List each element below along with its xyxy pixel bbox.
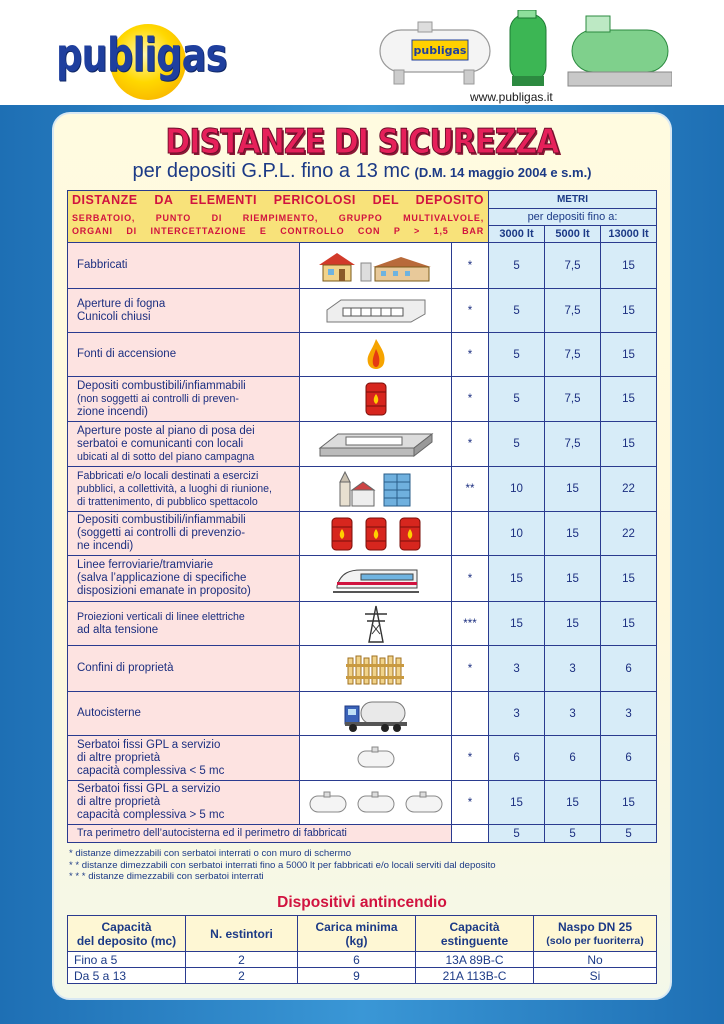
distance-value: 7,5 — [545, 333, 601, 377]
ext-cell: 9 — [298, 968, 416, 984]
section-title-antincendio: Dispositivi antincendio — [277, 894, 447, 911]
publigas-logo — [56, 18, 236, 103]
distance-value: 7,5 — [545, 289, 601, 333]
distance-value: 15 — [545, 602, 601, 646]
ext-header-naspo: Naspo DN 25 (solo per fuoriterra) — [534, 916, 657, 952]
extinguisher-table — [67, 915, 657, 984]
distance-value: 5 — [489, 289, 545, 333]
row-label-line: Fonti di accensione — [77, 348, 177, 360]
distance-value: 15 — [545, 512, 601, 556]
note-stars: ** — [452, 467, 489, 512]
row-label-line: ad alta tensione — [77, 623, 159, 636]
row-label-line: ne incendi) — [77, 540, 134, 552]
row-label-line: di altre proprietà — [77, 796, 161, 808]
row-label-line: Proiezioni verticali di linee elettriche — [77, 610, 245, 623]
row-label-line: Confini di proprietà — [77, 662, 174, 674]
distance-value: 10 — [489, 512, 545, 556]
row-label — [68, 781, 300, 825]
note-stars: * — [452, 646, 489, 692]
table-row — [68, 422, 657, 467]
distance-value: 15 — [601, 377, 657, 422]
ext-cell: Si — [534, 968, 657, 984]
note-stars: *** — [452, 602, 489, 646]
ext-cell: 13A 89B-C — [416, 952, 534, 968]
table-row — [68, 512, 657, 556]
distance-value: 5 — [489, 422, 545, 467]
barrels-icon — [300, 512, 452, 556]
row-label-line: Linee ferroviarie/tramviarie — [77, 559, 214, 571]
subtitle-reference: (D.M. 14 maggio 2004 e s.m.) — [414, 165, 592, 180]
distance-value: 3 — [545, 692, 601, 736]
row-label-line: disposizioni emanate in proposito) — [77, 585, 251, 597]
table-row — [68, 952, 657, 968]
tanks-group-icon — [300, 781, 452, 825]
row-label-line: (salva l’applicazione di specifiche — [77, 572, 247, 584]
page-title: DISTANZE DI SICUREZZA — [165, 122, 559, 162]
row-label-line: Cunicoli chiusi — [77, 310, 151, 323]
distance-value: 15 — [489, 602, 545, 646]
table-row — [68, 289, 657, 333]
note-stars: * — [452, 422, 489, 467]
distance-value: 6 — [601, 646, 657, 692]
row-label-line: Depositi combustibili/infiammabili — [77, 514, 246, 526]
row-label-line: Aperture di fogna — [77, 297, 166, 310]
distance-value: 15 — [545, 781, 601, 825]
public-buildings-icon — [300, 467, 452, 512]
distance-value: 15 — [545, 467, 601, 512]
table-row — [68, 968, 657, 984]
row-label-line: zione incendi) — [77, 405, 148, 418]
note-stars — [452, 512, 489, 556]
row-label-line: Fabbricati e/o locali destinati a esercizi — [77, 469, 259, 482]
row-label — [68, 825, 452, 843]
ext-header-extinguishing: Capacità estinguente — [416, 916, 534, 952]
distance-value: 15 — [601, 289, 657, 333]
note-stars: * — [452, 736, 489, 781]
row-label-line: pubblici, a collettività, a luoghi di riunione, — [77, 482, 272, 495]
row-label — [68, 377, 300, 422]
flame-icon — [300, 333, 452, 377]
note-stars — [452, 825, 489, 843]
distance-value: 15 — [489, 556, 545, 602]
sewer-icon — [300, 289, 452, 333]
ext-cell: 2 — [186, 952, 298, 968]
note-stars — [452, 692, 489, 736]
tank-brand-label: publigas — [413, 44, 467, 57]
distance-value: 15 — [601, 333, 657, 377]
row-label-line: Serbatoi fissi GPL a servizio — [77, 783, 221, 795]
fence-icon — [300, 646, 452, 692]
table-row — [68, 646, 657, 692]
gas-tanks-illustration — [372, 10, 672, 95]
green-vertical-tank-icon — [510, 10, 546, 86]
ext-cell: Da 5 a 13 — [68, 968, 186, 984]
table-header-metri: METRI — [489, 191, 657, 209]
row-label-line: capacità complessiva < 5 mc — [77, 764, 225, 777]
distance-value: 10 — [489, 467, 545, 512]
distance-value: 15 — [601, 243, 657, 289]
footnote: * * distanze dimezzabili con serbatoi interrati fino a 5000 lt per fabbricati e/o locali serviti dal deposito — [69, 859, 496, 871]
note-stars: * — [452, 333, 489, 377]
distance-value: 15 — [489, 781, 545, 825]
distance-value: 5 — [489, 333, 545, 377]
subtitle-main: per depositi G.P.L. fino a 13 mc — [132, 160, 411, 182]
ext-cell: 6 — [298, 952, 416, 968]
distance-value: 5 — [489, 243, 545, 289]
row-label-line: Autocisterne — [77, 707, 141, 719]
ext-header-capacity: Capacità del deposito (mc) — [68, 916, 186, 952]
distance-value: 5 — [601, 825, 657, 843]
distance-value: 6 — [545, 736, 601, 781]
distance-value: 22 — [601, 467, 657, 512]
row-label — [68, 646, 300, 692]
distance-value: 5 — [489, 825, 545, 843]
houses-icon — [300, 243, 452, 289]
row-label — [68, 467, 300, 512]
distance-value: 3 — [489, 692, 545, 736]
basement-icon — [300, 422, 452, 467]
note-stars: * — [452, 781, 489, 825]
table-row — [68, 736, 657, 781]
table-header-sub-line: ORGANI DI INTERCETTAZIONE E CONTROLLO CON P > 1,5 BAR — [72, 226, 485, 237]
row-label-line: di altre proprietà — [77, 751, 161, 764]
table-row — [68, 825, 657, 843]
row-label — [68, 422, 300, 467]
row-label-line: serbatoi e comunicanti con locali — [77, 437, 244, 450]
distance-value: 7,5 — [545, 422, 601, 467]
row-label-line: di trattenimento, di pubblico spettacolo — [77, 495, 258, 508]
table-row — [68, 333, 657, 377]
ext-cell: No — [534, 952, 657, 968]
row-label — [68, 692, 300, 736]
row-label — [68, 736, 300, 781]
footnotes — [69, 848, 496, 883]
ext-cell: 21A 113B-C — [416, 968, 534, 984]
ext-header-charge: Carica minima (kg) — [298, 916, 416, 952]
column-header-3000: 3000 lt — [489, 226, 545, 243]
distance-value: 6 — [601, 736, 657, 781]
row-label — [68, 243, 300, 289]
barrel-icon — [300, 377, 452, 422]
row-label — [68, 512, 300, 556]
row-label-line: Serbatoi fissi GPL a servizio — [77, 738, 221, 751]
column-header-5000: 5000 lt — [545, 226, 601, 243]
row-label-line: (soggetti ai controlli di prevenzio- — [77, 527, 246, 539]
footnote: * * * distanze dimezzabili con serbatoi interrati — [69, 871, 264, 882]
website-url[interactable]: www.publigas.it — [470, 90, 553, 104]
table-row — [68, 377, 657, 422]
distance-value: 15 — [601, 556, 657, 602]
table-row — [68, 602, 657, 646]
row-label — [68, 602, 300, 646]
ext-header-count: N. estintori — [186, 916, 298, 952]
column-header-13000: 13000 lt — [601, 226, 657, 243]
table-row — [68, 781, 657, 825]
distance-value: 15 — [601, 422, 657, 467]
row-label-line: Fabbricati — [77, 259, 128, 271]
note-stars: * — [452, 243, 489, 289]
row-label — [68, 333, 300, 377]
note-stars: * — [452, 377, 489, 422]
distance-value: 7,5 — [545, 377, 601, 422]
row-label-line: (non soggetti ai controlli di preven- — [77, 392, 239, 405]
row-label-line: ubicati al di sotto del piano campagna — [77, 450, 255, 463]
distance-value: 5 — [545, 825, 601, 843]
distance-value: 15 — [601, 602, 657, 646]
distance-value: 15 — [601, 781, 657, 825]
table-row — [68, 467, 657, 512]
note-stars: * — [452, 289, 489, 333]
distance-value: 6 — [489, 736, 545, 781]
train-icon — [300, 556, 452, 602]
ext-cell: 2 — [186, 968, 298, 984]
row-label-line: Tra perimetro dell’autocisterna ed il perimetro di fabbricati — [77, 827, 347, 839]
brand-wordmark: publigas — [56, 28, 227, 82]
distance-value: 3 — [489, 646, 545, 692]
distances-table — [67, 190, 657, 843]
page-subtitle — [0, 160, 724, 183]
footnote: * distanze dimezzabili con serbatoi interrati o con muro di schermo — [69, 848, 352, 859]
ext-cell: Fino a 5 — [68, 952, 186, 968]
table-header-per-depositi: per depositi fino a: — [489, 209, 657, 226]
white-tank-icon — [380, 22, 490, 84]
row-label — [68, 556, 300, 602]
pylon-icon — [300, 602, 452, 646]
distance-value: 5 — [489, 377, 545, 422]
table-header-title: DISTANZE DA ELEMENTI PERICOLOSI DEL DEPOSITO — [68, 191, 489, 209]
table-row — [68, 692, 657, 736]
distance-value: 3 — [601, 692, 657, 736]
distance-value: 7,5 — [545, 243, 601, 289]
distance-value: 22 — [601, 512, 657, 556]
row-label-line: capacità complessiva > 5 mc — [77, 809, 225, 821]
table-row — [68, 556, 657, 602]
note-stars: * — [452, 556, 489, 602]
small-tank-icon — [300, 736, 452, 781]
table-header-subtitle — [68, 209, 489, 243]
table-header-sub-line: SERBATOIO, PUNTO DI RIEMPIMENTO, GRUPPO MULTIVALVOLE, — [72, 213, 485, 224]
row-label-line: Aperture poste al piano di posa dei — [77, 424, 255, 437]
green-horizontal-tank-icon — [568, 16, 672, 86]
row-label — [68, 289, 300, 333]
table-row — [68, 243, 657, 289]
distance-value: 3 — [545, 646, 601, 692]
row-label-line: Depositi combustibili/infiammabili — [77, 379, 246, 392]
tanker-truck-icon — [300, 692, 452, 736]
distance-value: 15 — [545, 556, 601, 602]
